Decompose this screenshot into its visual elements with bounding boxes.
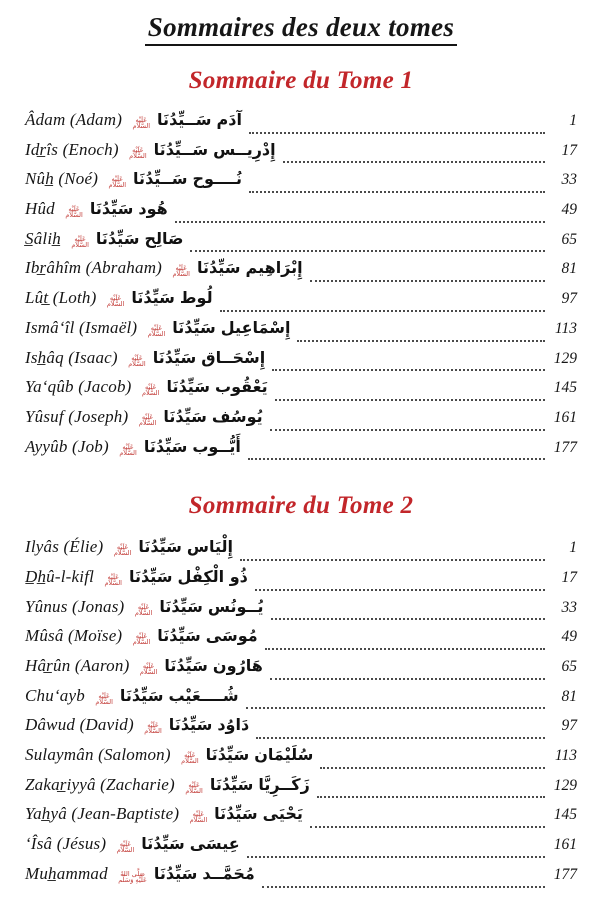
entry-arabic-prefix: سَيِّدُنَا [141, 834, 185, 854]
toc-entry [25, 864, 577, 894]
dotted-leader [310, 826, 545, 828]
entry-page-number: 33 [561, 598, 577, 616]
entry-arabic-name: أَيُّــوب [192, 436, 241, 456]
honorific-line-2: السَّلَام [65, 211, 83, 220]
honorific-line-2: السَّلَام [119, 448, 137, 457]
tome2-heading: Sommaire du Tome 2 [188, 492, 414, 520]
honorific-line-2: السَّلَام [138, 418, 157, 427]
toc-entry [25, 597, 577, 627]
honorific-line-1: عَلَيْهِ [107, 572, 119, 581]
entry-french-name: Hâr̲ûn (Aaron) [25, 656, 134, 675]
entry-french-name: S̲âlih̲ [25, 228, 66, 248]
entry-french-name: Ya‘qûb (Jacob) [25, 377, 136, 397]
honorific-line-1: عَلَيْهِ [192, 810, 205, 819]
entry-french-name: Ilyâs (Élie) [25, 537, 108, 557]
entry-arabic-prefix: سَيِّدُنَا [152, 347, 197, 367]
entry-arabic-name: ذُو الْكِفْل [177, 566, 248, 586]
dotted-leader [265, 648, 545, 650]
honorific-mark-icon [144, 722, 162, 734]
honorific-mark-icon [142, 384, 160, 396]
honorific-line-1: عَلَيْهِ [135, 632, 148, 641]
entry-arabic-prefix: سَــيِّدُنَا [133, 169, 188, 189]
entry-arabic-name: يَحْيَى [262, 804, 303, 824]
entry-arabic-prefix: سَيِّدُنَا [196, 258, 241, 278]
entry-arabic-name: إِسْمَاعِيل [220, 317, 291, 337]
honorific-line-2: السَّلَام [172, 270, 190, 279]
honorific-line-2: السَّلَام [181, 757, 199, 766]
entry-arabic-prefix: سَيِّدُنَا [89, 199, 134, 219]
entry-page-number: 145 [553, 379, 577, 397]
entry-arabic-name: هُود [138, 199, 168, 219]
honorific-mark-icon [118, 871, 147, 883]
dotted-leader [190, 250, 545, 252]
entry-arabic-prefix: سَيِّدُنَا [214, 804, 258, 824]
entry-arabic-prefix: سَيِّدُنَا [143, 436, 188, 456]
honorific-mark-icon [117, 841, 135, 853]
honorific-line-2: السَّلَام [147, 329, 166, 338]
honorific-line-2: السَّلَام [116, 846, 135, 855]
honorific-line-2: السَّلَام [132, 122, 151, 130]
entry-arabic-prefix: سَيِّدُنَا [168, 715, 213, 735]
entry-arabic-prefix: سَيِّدُنَا [129, 566, 173, 586]
entry-arabic-name: دَاوُد [217, 715, 250, 735]
honorific-mark-icon [172, 265, 190, 277]
entry-arabic-name: إِبْرَاهِيم [245, 258, 303, 278]
toc-entry [25, 686, 577, 716]
dotted-leader [240, 559, 545, 561]
entry-arabic-name: آدَم [216, 110, 242, 129]
entry-french-name: Ayyûb (Job) [25, 436, 114, 456]
entry-arabic-prefix: سَــيِّدُنَا [153, 139, 209, 159]
honorific-line-1: عَلَيْهِ [131, 353, 143, 362]
tome2-section [25, 492, 577, 893]
dotted-leader [310, 280, 545, 282]
entry-arabic-prefix: سَيِّدُنَا [119, 685, 164, 705]
honorific-line-2: السَّلَام [189, 816, 208, 825]
honorific-line-1: عَلَيْهِ [109, 294, 122, 303]
dotted-leader [275, 399, 545, 401]
toc-entry [25, 656, 577, 686]
entry-arabic-name: يُوسُف [211, 406, 263, 426]
honorific-line-1: عَلَيْهِ [150, 323, 163, 332]
entry-arabic-name: إِدْرِيــس [213, 139, 276, 159]
entry-page-number: 177 [553, 865, 577, 883]
honorific-line-1: عَلَيْهِ [132, 145, 144, 154]
honorific-line-1: عَلَيْهِ [141, 412, 154, 421]
entry-arabic-name: هَارُون [212, 656, 263, 675]
honorific-line-2: السَّلَام [129, 151, 147, 160]
honorific-line-1: عَلَيْهِ [147, 721, 159, 730]
entry-french-name: Nûh̲ (Noé) [25, 169, 103, 189]
honorific-mark-icon [109, 176, 127, 188]
entry-french-name: Chu‘ayb [25, 685, 90, 705]
entry-arabic-prefix: سَيِّدُنَا [157, 626, 201, 646]
dotted-leader [248, 458, 545, 460]
entry-page-number: 65 [561, 230, 577, 248]
dotted-leader [247, 856, 545, 858]
entry-arabic-name: عِيسَى [189, 834, 240, 854]
entry-french-name: Hûd [25, 199, 60, 219]
toc-entry [25, 140, 577, 170]
entry-arabic-prefix: سَيِّدُنَا [172, 317, 216, 337]
entry-page-number: 81 [561, 687, 577, 705]
entry-page-number: 145 [553, 806, 577, 824]
honorific-mark-icon [129, 147, 147, 159]
page-title-text: Sommaires des deux tomes [145, 12, 457, 46]
honorific-line-2: السَّلَام [95, 697, 113, 706]
entry-page-number: 97 [561, 290, 577, 308]
entry-page-number: 1 [569, 112, 577, 129]
entry-arabic-name: نُــــوح [192, 169, 242, 189]
entry-page-number: 161 [553, 836, 577, 854]
dotted-leader [297, 340, 545, 342]
dotted-leader [283, 161, 545, 163]
entry-arabic-prefix: سَيِّدُنَا [166, 377, 210, 397]
honorific-line-1: عَلَيْهِ [142, 662, 155, 670]
entry-arabic-name: لُوط [179, 288, 213, 308]
entry-french-name: Muh̲ammad [25, 863, 113, 883]
toc-entry [25, 626, 577, 656]
entry-french-name: Mûsâ (Moïse) [25, 626, 127, 646]
entry-arabic-name: شُــــعَيْب [168, 685, 239, 705]
honorific-line-1: عَلَيْهِ [175, 264, 187, 273]
entry-page-number: 33 [561, 171, 577, 189]
entry-page-number: 81 [561, 260, 577, 278]
tome1-heading: Sommaire du Tome 1 [188, 67, 414, 94]
entry-french-name: Zakar̲iyyâ (Zacharie) [25, 774, 180, 794]
entry-french-name: Sulaymân (Salomon) [25, 745, 176, 765]
honorific-mark-icon [140, 663, 158, 675]
honorific-line-2: السَّلَام [134, 608, 153, 617]
entry-french-name: Ismâ‘îl (Ismaël) [25, 317, 142, 337]
entry-page-number: 113 [554, 747, 577, 765]
entry-french-name: Lût̲ (Loth) [25, 288, 101, 308]
entry-page-number: 1 [569, 539, 577, 557]
entry-arabic-prefix: سَيِّدُنَا [138, 537, 182, 557]
honorific-mark-icon [95, 693, 113, 705]
toc-entry [25, 199, 577, 229]
honorific-line-1: عَلَيْهِ [74, 234, 86, 243]
entry-french-name: Âdam (Adam) [25, 110, 127, 129]
honorific-line-2: السَّلَام [71, 240, 89, 249]
dotted-leader [270, 429, 545, 431]
toc-entry [25, 377, 577, 407]
dotted-leader [262, 886, 545, 888]
toc-entry [25, 407, 577, 437]
honorific-line-1: عَلَيْهِ [135, 116, 148, 124]
honorific-mark-icon [114, 544, 132, 556]
honorific-mark-icon [128, 355, 146, 367]
entry-french-name: Idr̲îs (Enoch) [25, 139, 124, 159]
entry-arabic-prefix: سَيِّدُنَا [164, 656, 208, 675]
honorific-line-2: السَّلَام [108, 181, 127, 190]
toc-entry [25, 169, 577, 199]
honorific-line-2: السَّلَام [139, 668, 158, 676]
toc-entry [25, 110, 577, 140]
entry-french-name: Ibr̲âhîm (Abraham) [25, 258, 167, 278]
honorific-mark-icon [181, 752, 199, 764]
honorific-line-1: عَلَيْهِ [188, 780, 200, 789]
honorific-line-2: السَّلَام [106, 300, 125, 309]
honorific-line-1: عَلَيْهِ [144, 383, 157, 392]
entry-arabic-name: مُوسَى [205, 626, 258, 646]
honorific-line-2: السَّلَام [185, 786, 203, 795]
entry-arabic-prefix: سَيِّدُنَا [131, 288, 175, 308]
toc-entry [25, 804, 577, 834]
entry-arabic-prefix: سَــيِّدُنَا [157, 110, 212, 129]
entry-page-number: 113 [554, 319, 577, 337]
honorific-line-1: عَلَيْهِ [111, 175, 124, 184]
entry-arabic-name: يُــونُس [207, 596, 264, 616]
entry-arabic-name: إِسْحَــاق [201, 347, 266, 367]
toc-entry [25, 567, 577, 597]
dotted-leader [270, 678, 545, 680]
entry-page-number: 49 [561, 201, 577, 219]
entry-arabic-name: يَعْقُوب [215, 377, 268, 397]
dotted-leader [246, 707, 545, 709]
honorific-line-2: السَّلَام [144, 727, 162, 736]
honorific-mark-icon [190, 811, 208, 823]
honorific-mark-icon [119, 444, 137, 456]
toc-entry [25, 775, 577, 805]
entry-page-number: 129 [553, 776, 577, 794]
toc-entry [25, 229, 577, 259]
entry-arabic-name: زَكَــرِيَّا [258, 774, 310, 794]
entry-french-name: Ish̲âq (Isaac) [25, 347, 123, 367]
page-title [25, 12, 577, 46]
toc-entry [25, 348, 577, 378]
honorific-line-1: صَلَّى اللهُ [120, 869, 145, 878]
honorific-mark-icon [148, 325, 166, 337]
tome2-list [25, 537, 577, 893]
dotted-leader [175, 221, 545, 223]
toc-entry [25, 715, 577, 745]
honorific-line-2: السَّلَام [132, 638, 151, 647]
entry-page-number: 65 [561, 658, 577, 675]
entry-arabic-prefix: سَيِّدُنَا [95, 228, 140, 248]
dotted-leader [320, 767, 545, 769]
dotted-leader [271, 618, 546, 620]
honorific-line-1: عَلَيْهِ [122, 442, 134, 451]
entry-page-number: 97 [561, 717, 577, 735]
honorific-line-1: عَلَيْهِ [137, 602, 150, 611]
entry-arabic-prefix: سَيِّدُنَا [205, 745, 250, 765]
honorific-mark-icon [139, 414, 157, 426]
honorific-line-2: عَلَيْهِ وَسَلَّم [118, 875, 147, 884]
honorific-line-1: عَلَيْهِ [68, 205, 80, 214]
honorific-mark-icon [185, 782, 203, 794]
honorific-line-1: عَلَيْهِ [119, 840, 132, 849]
honorific-line-2: السَّلَام [113, 549, 132, 558]
honorific-mark-icon [133, 633, 151, 645]
dotted-leader [249, 132, 545, 134]
entry-arabic-name: صَالِح [144, 228, 184, 248]
dotted-leader [249, 191, 545, 193]
toc-entry [25, 288, 577, 318]
entry-page-number: 17 [561, 141, 577, 159]
entry-arabic-name: إِلْيَاس [186, 537, 233, 557]
honorific-mark-icon [135, 604, 153, 616]
toc-entry [25, 834, 577, 864]
toc-entry [25, 318, 577, 348]
honorific-line-1: عَلَيْهِ [98, 691, 110, 700]
entry-french-name: Dâwud (David) [25, 715, 139, 735]
dotted-leader [272, 369, 545, 371]
entry-arabic-name: سُلَيْمَان [254, 745, 314, 765]
honorific-line-2: السَّلَام [128, 359, 146, 368]
honorific-line-2: السَّلَام [104, 578, 122, 587]
tome1-list [25, 110, 577, 466]
honorific-mark-icon [71, 236, 89, 248]
toc-entry [25, 437, 577, 467]
toc-entry [25, 745, 577, 775]
entry-french-name: Yûsuf (Joseph) [25, 406, 133, 426]
honorific-mark-icon [105, 574, 123, 586]
entry-page-number: 17 [561, 568, 577, 586]
honorific-line-1: عَلَيْهِ [116, 543, 129, 552]
dotted-leader [317, 796, 545, 798]
dotted-leader [256, 737, 545, 739]
toc-entry [25, 537, 577, 567]
entry-page-number: 129 [553, 349, 577, 367]
entry-arabic-prefix: سَيِّدُنَا [209, 774, 254, 794]
honorific-mark-icon [107, 295, 125, 307]
honorific-line-1: عَلَيْهِ [184, 751, 196, 760]
entry-arabic-prefix: سَيِّدُنَا [153, 863, 198, 883]
entry-french-name: Yûnus (Jonas) [25, 596, 129, 616]
honorific-mark-icon [133, 117, 151, 129]
entry-french-name: Yah̲yâ (Jean-Baptiste) [25, 804, 184, 824]
honorific-mark-icon [65, 206, 83, 218]
entry-french-name: ‘Îsâ (Jésus) [25, 834, 111, 854]
entry-arabic-prefix: سَيِّدُنَا [163, 406, 207, 426]
entry-arabic-prefix: سَيِّدُنَا [159, 596, 203, 616]
entry-page-number: 177 [553, 438, 577, 456]
tome1-section [25, 67, 577, 466]
entry-french-name: D̲h̲û-l-kifl [25, 566, 99, 586]
entry-page-number: 49 [561, 628, 577, 646]
entry-arabic-name: مُحَمَّــد [202, 863, 255, 883]
entry-page-number: 161 [553, 408, 577, 426]
toc-entry [25, 258, 577, 288]
dotted-leader [255, 589, 545, 591]
honorific-line-2: السَّلَام [141, 389, 160, 398]
dotted-leader [220, 310, 545, 312]
